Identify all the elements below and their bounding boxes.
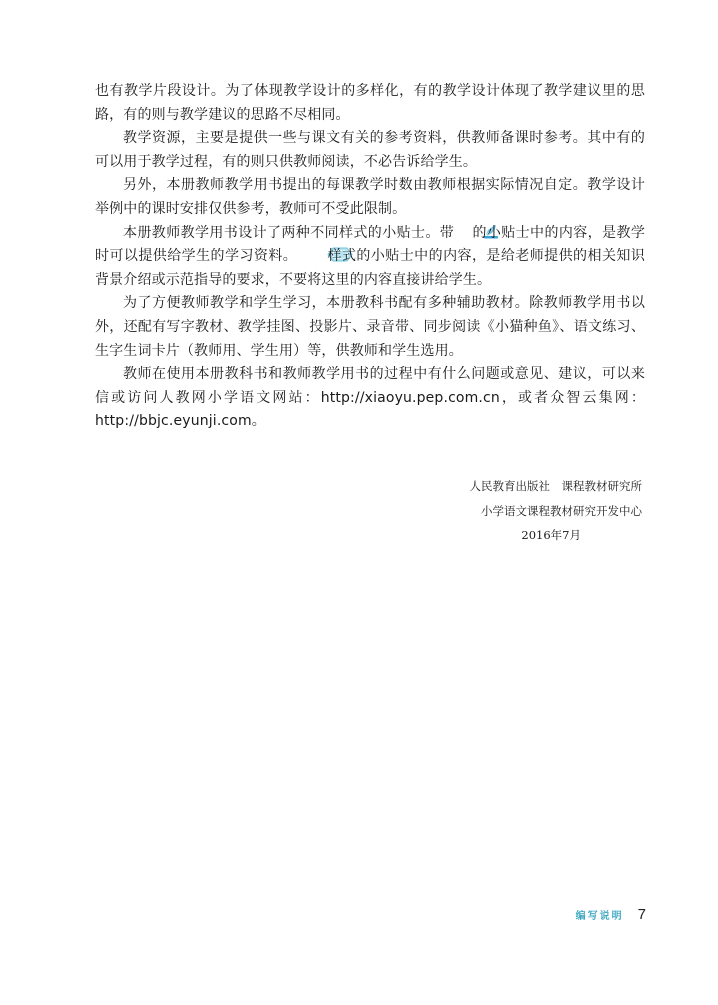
paragraph-5: 为了方便教师教学和学生学习，本册教科书配有多种辅助教材。除教师教学用书以外，还配有写字教材、教学挂图、投影片、录音带、同步阅读《小猫种鱼》、语文练习、生字生词卡片（教师用、学生用）等，供教师和学生选用。 [95,295,645,359]
paragraph-4-part-1: 本册教师教学用书设计了两种不同样式的小贴士。带 [123,224,455,241]
paragraph-4-part-3: 样式的小贴士中的内容，是给老师提供的相关知识背景介绍或示范指导的要求，不要将这里的内容直接讲给学生。 [95,248,645,288]
paragraph-4-part-2: 的小贴士中的内容，是教学时可以提供给学生的学习资料。 [95,224,645,265]
student-tip-icon [455,224,471,239]
center-line: 小学语文课程教材研究开发中心 [481,503,642,518]
teacher-tip-icon [299,247,325,262]
signature-block [382,474,642,548]
body-text [95,80,645,434]
page-footer [576,904,646,924]
page-number: 7 [637,905,646,923]
publisher-line: 人民教育出版社 课程教材研究所 [469,479,642,493]
footer-section-title: 编写说明 [575,910,624,922]
paragraph-1: 也有教学片段设计。为了体现教学设计的多样化，有的教学设计体现了教学建议里的思路，有的则与教学建议的思路不尽相同。 [95,83,645,123]
paragraph-6: 教师在使用本册教科书和教师教学用书的过程中有什么问题或意见、建议，可以来信或访问人教网小学语文网站：http://xiaoyu.pep.com.cn，或者众智云集网：http://bbjc.eyunji.com。 [95,366,645,430]
date-line: 2016年7月 [521,528,581,542]
paragraph-2: 教学资源，主要是提供一些与课文有关的参考资料，供教师备课时参考。其中有的可以用于教学过程，有的则只供教师阅读，不必告诉给学生。 [95,130,645,170]
paragraph-3: 另外，本册教师教学用书提出的每课教学时数由教师根据实际情况自定。教学设计举例中的课时安排仅供参考，教师可不受此限制。 [95,177,645,217]
paragraph-4 [95,222,645,293]
